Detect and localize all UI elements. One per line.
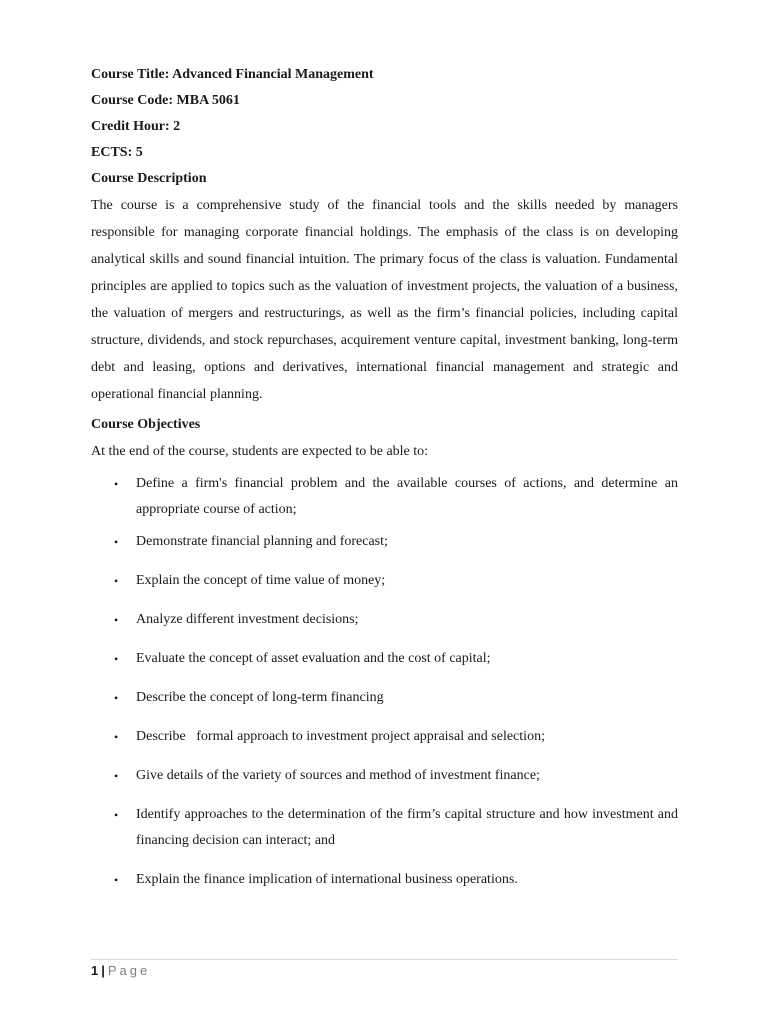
- bullet-icon: •: [114, 477, 119, 491]
- document-page: [91, 62, 678, 893]
- objective-item: [91, 471, 678, 523]
- objectives-intro: At the end of the course, students are expected to be able to:: [91, 444, 429, 459]
- objective-text: Explain the concept of time value of money;: [136, 573, 386, 588]
- bullet-icon: •: [114, 652, 119, 666]
- bullet-icon: •: [114, 613, 119, 627]
- objective-item: [91, 867, 678, 893]
- footer-separator: |: [101, 963, 105, 978]
- bullet-icon: •: [114, 691, 119, 705]
- objective-text: Analyze different investment decisions;: [136, 612, 359, 627]
- objective-text: Give details of the variety of sources and method of investment finance;: [136, 768, 540, 783]
- objective-text: Describe formal approach to investment project appraisal and selection;: [136, 729, 545, 744]
- objective-text: Describe the concept of long-term financing: [136, 690, 384, 705]
- objective-text: Identify approaches to the determination of the firm’s capital structure and how investment and financing decision can interact; and: [136, 807, 678, 848]
- bullet-icon: •: [114, 808, 119, 822]
- ects: ECTS: 5: [91, 145, 143, 160]
- objective-item: [91, 529, 678, 555]
- objective-item: [91, 646, 678, 672]
- objective-text: Explain the finance implication of international business operations.: [136, 872, 518, 887]
- objectives-list: [91, 471, 678, 893]
- objective-text: Define a firm's financial problem and the available courses of actions, and determine an appropriate course of action;: [136, 476, 678, 517]
- page-number: 1: [91, 963, 99, 978]
- objective-item: [91, 802, 678, 854]
- objective-item: [91, 763, 678, 789]
- objective-item: [91, 724, 678, 750]
- course-code: Course Code: MBA 5061: [91, 93, 240, 108]
- objective-text: Demonstrate financial planning and forecast;: [136, 534, 388, 549]
- bullet-icon: •: [114, 769, 119, 783]
- page-footer: [91, 962, 150, 980]
- course-objectives-heading: Course Objectives: [91, 417, 201, 432]
- objective-text: Evaluate the concept of asset evaluation and the cost of capital;: [136, 651, 491, 666]
- course-description-heading: Course Description: [91, 171, 207, 186]
- course-title: Course Title: Advanced Financial Management: [91, 67, 374, 82]
- objective-item: [91, 607, 678, 633]
- page-word: Page: [107, 963, 151, 978]
- bullet-icon: •: [114, 730, 119, 744]
- objective-item: [91, 568, 678, 594]
- bullet-icon: •: [114, 873, 119, 887]
- bullet-icon: •: [114, 535, 119, 549]
- footer-divider: [91, 959, 678, 960]
- course-description-text: The course is a comprehensive study of the financial tools and the skills needed by managers responsible for managing corporate financial holdings. The emphasis of the class is on developing analytical skills and sound financial intuition. The primary focus of the class is valuation. Fundamental principles are applied to topics such as the valuation of investment projects, the valuation of a business, the valuation of mergers and restructurings, as well as the firm’s financial policies, including capital structure, dividends, and stock repurchases, acquirement venture capital, investment banking, long-term debt and leasing, options and derivatives, international financial management and strategic and operational financial planning.: [91, 198, 678, 402]
- credit-hour: Credit Hour: 2: [91, 119, 181, 134]
- objective-item: [91, 685, 678, 711]
- bullet-icon: •: [114, 574, 119, 588]
